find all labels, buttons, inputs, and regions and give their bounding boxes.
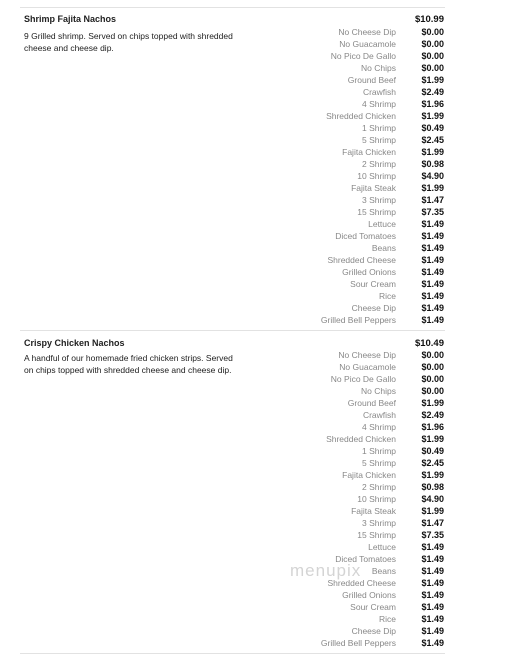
option-row — [224, 529, 444, 541]
option-name: No Cheese Dip — [338, 27, 396, 37]
option-price: $1.49 — [421, 279, 444, 289]
option-price: $1.47 — [421, 195, 444, 205]
option-row — [224, 421, 444, 433]
option-row — [224, 385, 444, 397]
option-price: $0.00 — [421, 374, 444, 384]
option-name: Rice — [378, 291, 396, 301]
option-price: $1.99 — [421, 183, 444, 193]
option-price: $1.49 — [421, 554, 444, 564]
option-row — [224, 290, 444, 302]
option-row — [224, 541, 444, 553]
option-row — [224, 302, 444, 314]
option-price: $1.49 — [421, 267, 444, 277]
option-row — [224, 481, 444, 493]
option-row — [224, 493, 444, 505]
option-name: Grilled Bell Peppers — [320, 315, 396, 325]
option-name: No Chips — [361, 63, 396, 73]
option-price: $1.49 — [421, 614, 444, 624]
option-name: Crawfish — [362, 87, 396, 97]
option-name: 15 Shrimp — [357, 530, 396, 540]
option-name: Shredded Chicken — [326, 434, 396, 444]
option-row — [224, 134, 444, 146]
option-name: 3 Shrimp — [361, 195, 396, 205]
option-row — [224, 98, 444, 110]
option-price: $1.99 — [421, 434, 444, 444]
option-name: Diced Tomatoes — [335, 554, 396, 564]
option-price: $1.96 — [421, 99, 444, 109]
option-row — [224, 194, 444, 206]
option-price: $1.99 — [421, 111, 444, 121]
option-row — [224, 637, 444, 649]
option-price: $4.90 — [421, 171, 444, 181]
option-price: $2.49 — [421, 410, 444, 420]
option-price: $0.49 — [421, 446, 444, 456]
options-list — [224, 349, 444, 649]
top-divider — [20, 7, 445, 8]
option-row — [224, 409, 444, 421]
item-title: Crispy Chicken Nachos — [24, 338, 125, 348]
option-price: $2.45 — [421, 458, 444, 468]
option-row — [224, 122, 444, 134]
option-row — [224, 613, 444, 625]
option-name: 1 Shrimp — [361, 123, 396, 133]
option-price: $7.35 — [421, 207, 444, 217]
option-row — [224, 206, 444, 218]
menu-item-crispy-chicken-nachos — [24, 338, 444, 650]
option-row — [224, 457, 444, 469]
watermark: menupix — [290, 561, 362, 580]
option-price: $1.96 — [421, 422, 444, 432]
option-name: Fajita Chicken — [342, 470, 396, 480]
option-row — [224, 170, 444, 182]
option-name: Grilled Onions — [342, 267, 396, 277]
item-divider — [20, 330, 445, 331]
option-row — [224, 158, 444, 170]
option-price: $7.35 — [421, 530, 444, 540]
option-price: $1.49 — [421, 578, 444, 588]
option-name: Fajita Chicken — [342, 147, 396, 157]
option-name: 2 Shrimp — [361, 159, 396, 169]
option-name: Sour Cream — [350, 602, 396, 612]
option-row — [224, 38, 444, 50]
option-name: Diced Tomatoes — [335, 231, 396, 241]
option-row — [224, 397, 444, 409]
option-name: No Chips — [361, 386, 396, 396]
option-name: 10 Shrimp — [357, 171, 396, 181]
option-row — [224, 62, 444, 74]
option-name: Lettuce — [368, 542, 396, 552]
option-price: $1.49 — [421, 219, 444, 229]
option-price: $1.49 — [421, 303, 444, 313]
option-price: $1.49 — [421, 566, 444, 576]
option-row — [224, 349, 444, 361]
option-name: Shredded Cheese — [327, 578, 396, 588]
option-name: No Guacamole — [339, 39, 396, 49]
option-name: Crawfish — [362, 410, 396, 420]
option-row — [224, 361, 444, 373]
option-name: Ground Beef — [347, 398, 396, 408]
option-name: 15 Shrimp — [357, 207, 396, 217]
option-row — [224, 589, 444, 601]
option-name: Ground Beef — [347, 75, 396, 85]
option-name: 10 Shrimp — [357, 494, 396, 504]
option-price: $1.99 — [421, 147, 444, 157]
item-title: Shrimp Fajita Nachos — [24, 14, 117, 24]
option-row — [224, 433, 444, 445]
option-name: 2 Shrimp — [361, 482, 396, 492]
option-price: $1.49 — [421, 542, 444, 552]
option-row — [224, 517, 444, 529]
item-description: A handful of our homemade fried chicken strips. Served on chips topped with shredded cheese and cheese dip. — [24, 353, 233, 375]
bottom-divider — [20, 653, 445, 654]
option-row — [224, 445, 444, 457]
option-row — [224, 266, 444, 278]
option-row — [224, 242, 444, 254]
option-name: No Pico De Gallo — [330, 51, 396, 61]
option-price: $1.49 — [421, 638, 444, 648]
option-row — [224, 601, 444, 613]
option-price: $4.90 — [421, 494, 444, 504]
item-price: $10.99 — [414, 14, 444, 25]
option-price: $1.99 — [421, 398, 444, 408]
option-name: 4 Shrimp — [361, 99, 396, 109]
option-name: 5 Shrimp — [361, 458, 396, 468]
option-name: Fajita Steak — [351, 183, 396, 193]
option-price: $0.98 — [421, 482, 444, 492]
option-row — [224, 218, 444, 230]
option-price: $0.00 — [421, 386, 444, 396]
options-list — [224, 26, 444, 326]
option-price: $0.00 — [421, 39, 444, 49]
option-price: $1.49 — [421, 231, 444, 241]
option-row — [224, 373, 444, 385]
option-name: Grilled Onions — [342, 590, 396, 600]
option-price: $1.49 — [421, 291, 444, 301]
option-name: Rice — [378, 614, 396, 624]
option-row — [224, 50, 444, 62]
option-name: Shredded Chicken — [326, 111, 396, 121]
option-name: No Pico De Gallo — [330, 374, 396, 384]
item-price: $10.49 — [414, 338, 444, 349]
option-row — [224, 625, 444, 637]
option-price: $0.49 — [421, 123, 444, 133]
option-price: $0.00 — [421, 63, 444, 73]
option-name: 5 Shrimp — [361, 135, 396, 145]
option-name: Cheese Dip — [351, 626, 396, 636]
option-price: $1.99 — [421, 470, 444, 480]
option-row — [224, 230, 444, 242]
option-price: $1.49 — [421, 255, 444, 265]
option-row — [224, 74, 444, 86]
option-price: $0.00 — [421, 27, 444, 37]
option-price: $1.47 — [421, 518, 444, 528]
option-row — [224, 110, 444, 122]
option-row — [224, 505, 444, 517]
option-name: No Cheese Dip — [338, 350, 396, 360]
option-row — [224, 278, 444, 290]
option-name: Fajita Steak — [351, 506, 396, 516]
option-price: $1.99 — [421, 506, 444, 516]
option-row — [224, 314, 444, 326]
option-price: $1.49 — [421, 315, 444, 325]
option-price: $1.99 — [421, 75, 444, 85]
option-row — [224, 26, 444, 38]
option-price: $1.49 — [421, 243, 444, 253]
option-row — [224, 86, 444, 98]
option-price: $2.49 — [421, 87, 444, 97]
option-row — [224, 182, 444, 194]
option-name: Sour Cream — [350, 279, 396, 289]
option-name: 3 Shrimp — [361, 518, 396, 528]
option-row — [224, 146, 444, 158]
option-name: No Guacamole — [339, 362, 396, 372]
option-name: Beans — [371, 243, 396, 253]
option-name: 1 Shrimp — [361, 446, 396, 456]
option-price: $2.45 — [421, 135, 444, 145]
option-row — [224, 254, 444, 266]
option-name: Shredded Cheese — [327, 255, 396, 265]
option-price: $0.00 — [421, 51, 444, 61]
option-row — [224, 469, 444, 481]
option-name: Beans — [371, 566, 396, 576]
option-price: $1.49 — [421, 602, 444, 612]
menu-item-shrimp-fajita-nachos — [24, 14, 444, 326]
option-price: $1.49 — [421, 590, 444, 600]
option-price: $0.00 — [421, 362, 444, 372]
item-description: 9 Grilled shrimp. Served on chips topped with shredded cheese and cheese dip. — [24, 31, 233, 53]
option-name: 4 Shrimp — [361, 422, 396, 432]
option-price: $1.49 — [421, 626, 444, 636]
option-name: Lettuce — [368, 219, 396, 229]
option-price: $0.98 — [421, 159, 444, 169]
option-price: $0.00 — [421, 350, 444, 360]
option-name: Cheese Dip — [351, 303, 396, 313]
option-name: Grilled Bell Peppers — [320, 638, 396, 648]
